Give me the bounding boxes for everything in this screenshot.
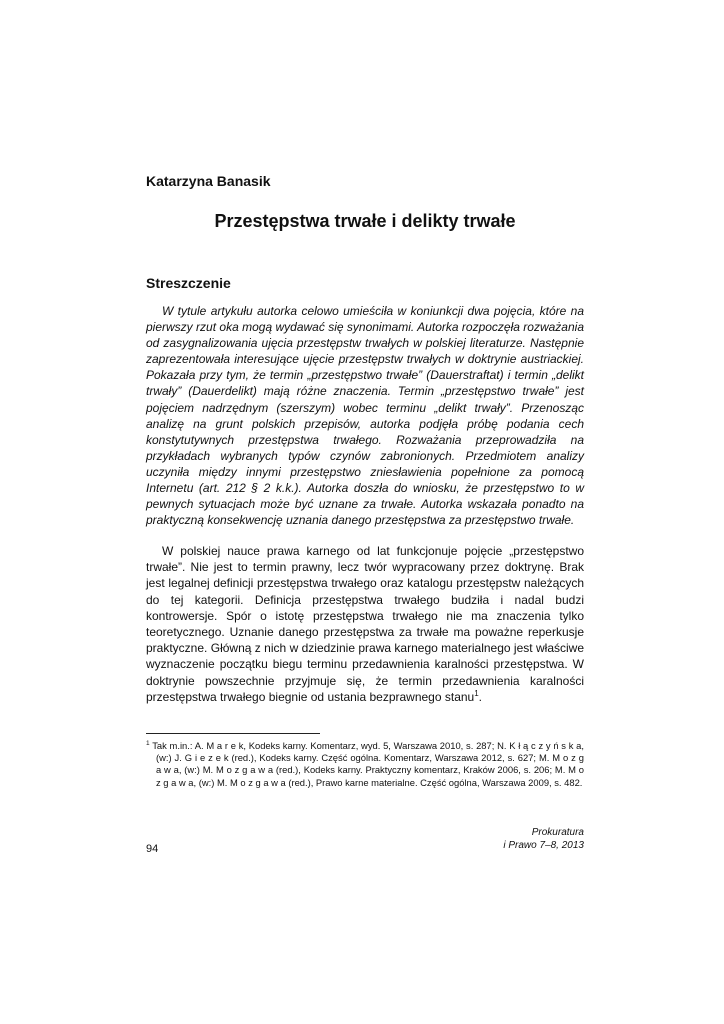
journal-issue: i Prawo 7–8, 2013: [503, 840, 584, 851]
journal-name: Prokuratura: [531, 827, 584, 838]
body-paragraph-end: .: [478, 689, 483, 704]
document-page: [146, 0, 584, 1024]
page-number: 94: [146, 843, 159, 855]
article-title: Przestępstwa trwałe i delikty trwałe: [214, 211, 516, 231]
author-name: Katarzyna Banasik: [146, 173, 271, 189]
footnote-reference[interactable]: 1: [474, 688, 479, 698]
abstract-paragraph: W tytule artykułu autorka celowo umieściła w koniunkcji dwa pojęcia, które na pierwszy rzut oka mogą wydawać się synonimami. Autorka rozpoczęła rozważania od zasygnalizowania ujęcia przestępstw trwałych w polskiej literaturze. Następnie zaprezentowała interesujące ujęcie przestępstw trwałych w doktrynie austriackiej. Pokazała przy tym, że termin „przestępstwo trwałe” (Dauerstraftat) i termin „delikt trwały” (Dauerdelikt) mają różne znaczenia. Termin „przestępstwo trwałe” jest pojęciem nadrzędnym (szerszym) wobec terminu „delikt trwały”. Przenosząc analizę na grunt polskich przepisów, autorka podjęła próbę podania cech konstytutywnych przestępstwa trwałego. Rozważania przeprowadziła na przykładach wybranych typów czynów zabronionych. Przedmiotem analizy uczyniła między innymi przestępstwo zniesławienia popełnione za pomocą Internetu (art. 212 § 2 k.k.). Autorka doszła do wniosku, że przestępstwo to w pewnych sytuacjach może być uznane za trwałe. Autorka wskazała ponadto na praktyczną konsekwencję uznania danego przestępstwa za przestępstwo trwałe.: [146, 304, 584, 528]
footnote-divider: [146, 733, 320, 734]
footnote: [146, 740, 584, 789]
abstract-heading: Streszczenie: [146, 275, 231, 291]
footnote-marker: 1: [146, 739, 150, 747]
journal-info: [503, 826, 584, 852]
footnote-text: Tak m.in.: A. M a r e k, Kodeks karny. Komentarz, wyd. 5, Warszawa 2010, s. 287; N. K ł ą c z y ń s k a, (w:) J. G i e z e k (red.), Kodeks karny. Część ogólna. Komentarz, Warszawa 2012, s. 627; M. M o z g a w a, (w:) M. M o z g a w a (red.), Kodeks karny. Praktyczny komentarz, Kraków 2006, s. 206; M. M o z g a w a, (w:) M. M o z g a w a (red.), Prawo karne materialne. Część ogólna, Warszawa 2009, s. 482.: [152, 740, 585, 788]
body-paragraph-text: W polskiej nauce prawa karnego od lat funkcjonuje pojęcie „przestępstwo trwałe”. Nie jest to termin prawny, lecz twór wypracowany przez doktrynę. Brak jest legalnej definicji przestępstwa trwałego oraz katalogu przestępstw należących do tej kategorii. Definicja przestępstwa trwałego budziła i nadal budzi kontrowersje. Spór o istotę przestępstwa trwałego nie ma znaczenia tylko teoretycznego. Uznanie danego przestępstwa za trwałe ma poważne reperkusje praktyczne. Główną z nich w dziedzinie prawa karnego materialnego jest właściwe wyznaczenie początku biegu terminu przedawnienia karalności przestępstwa. W doktrynie powszechnie przyjmuje się, że termin przedawnienia karalności przestępstwa trwałego biegnie od ustania bezprawnego stanu: [146, 544, 584, 704]
body-paragraph: [146, 543, 584, 705]
